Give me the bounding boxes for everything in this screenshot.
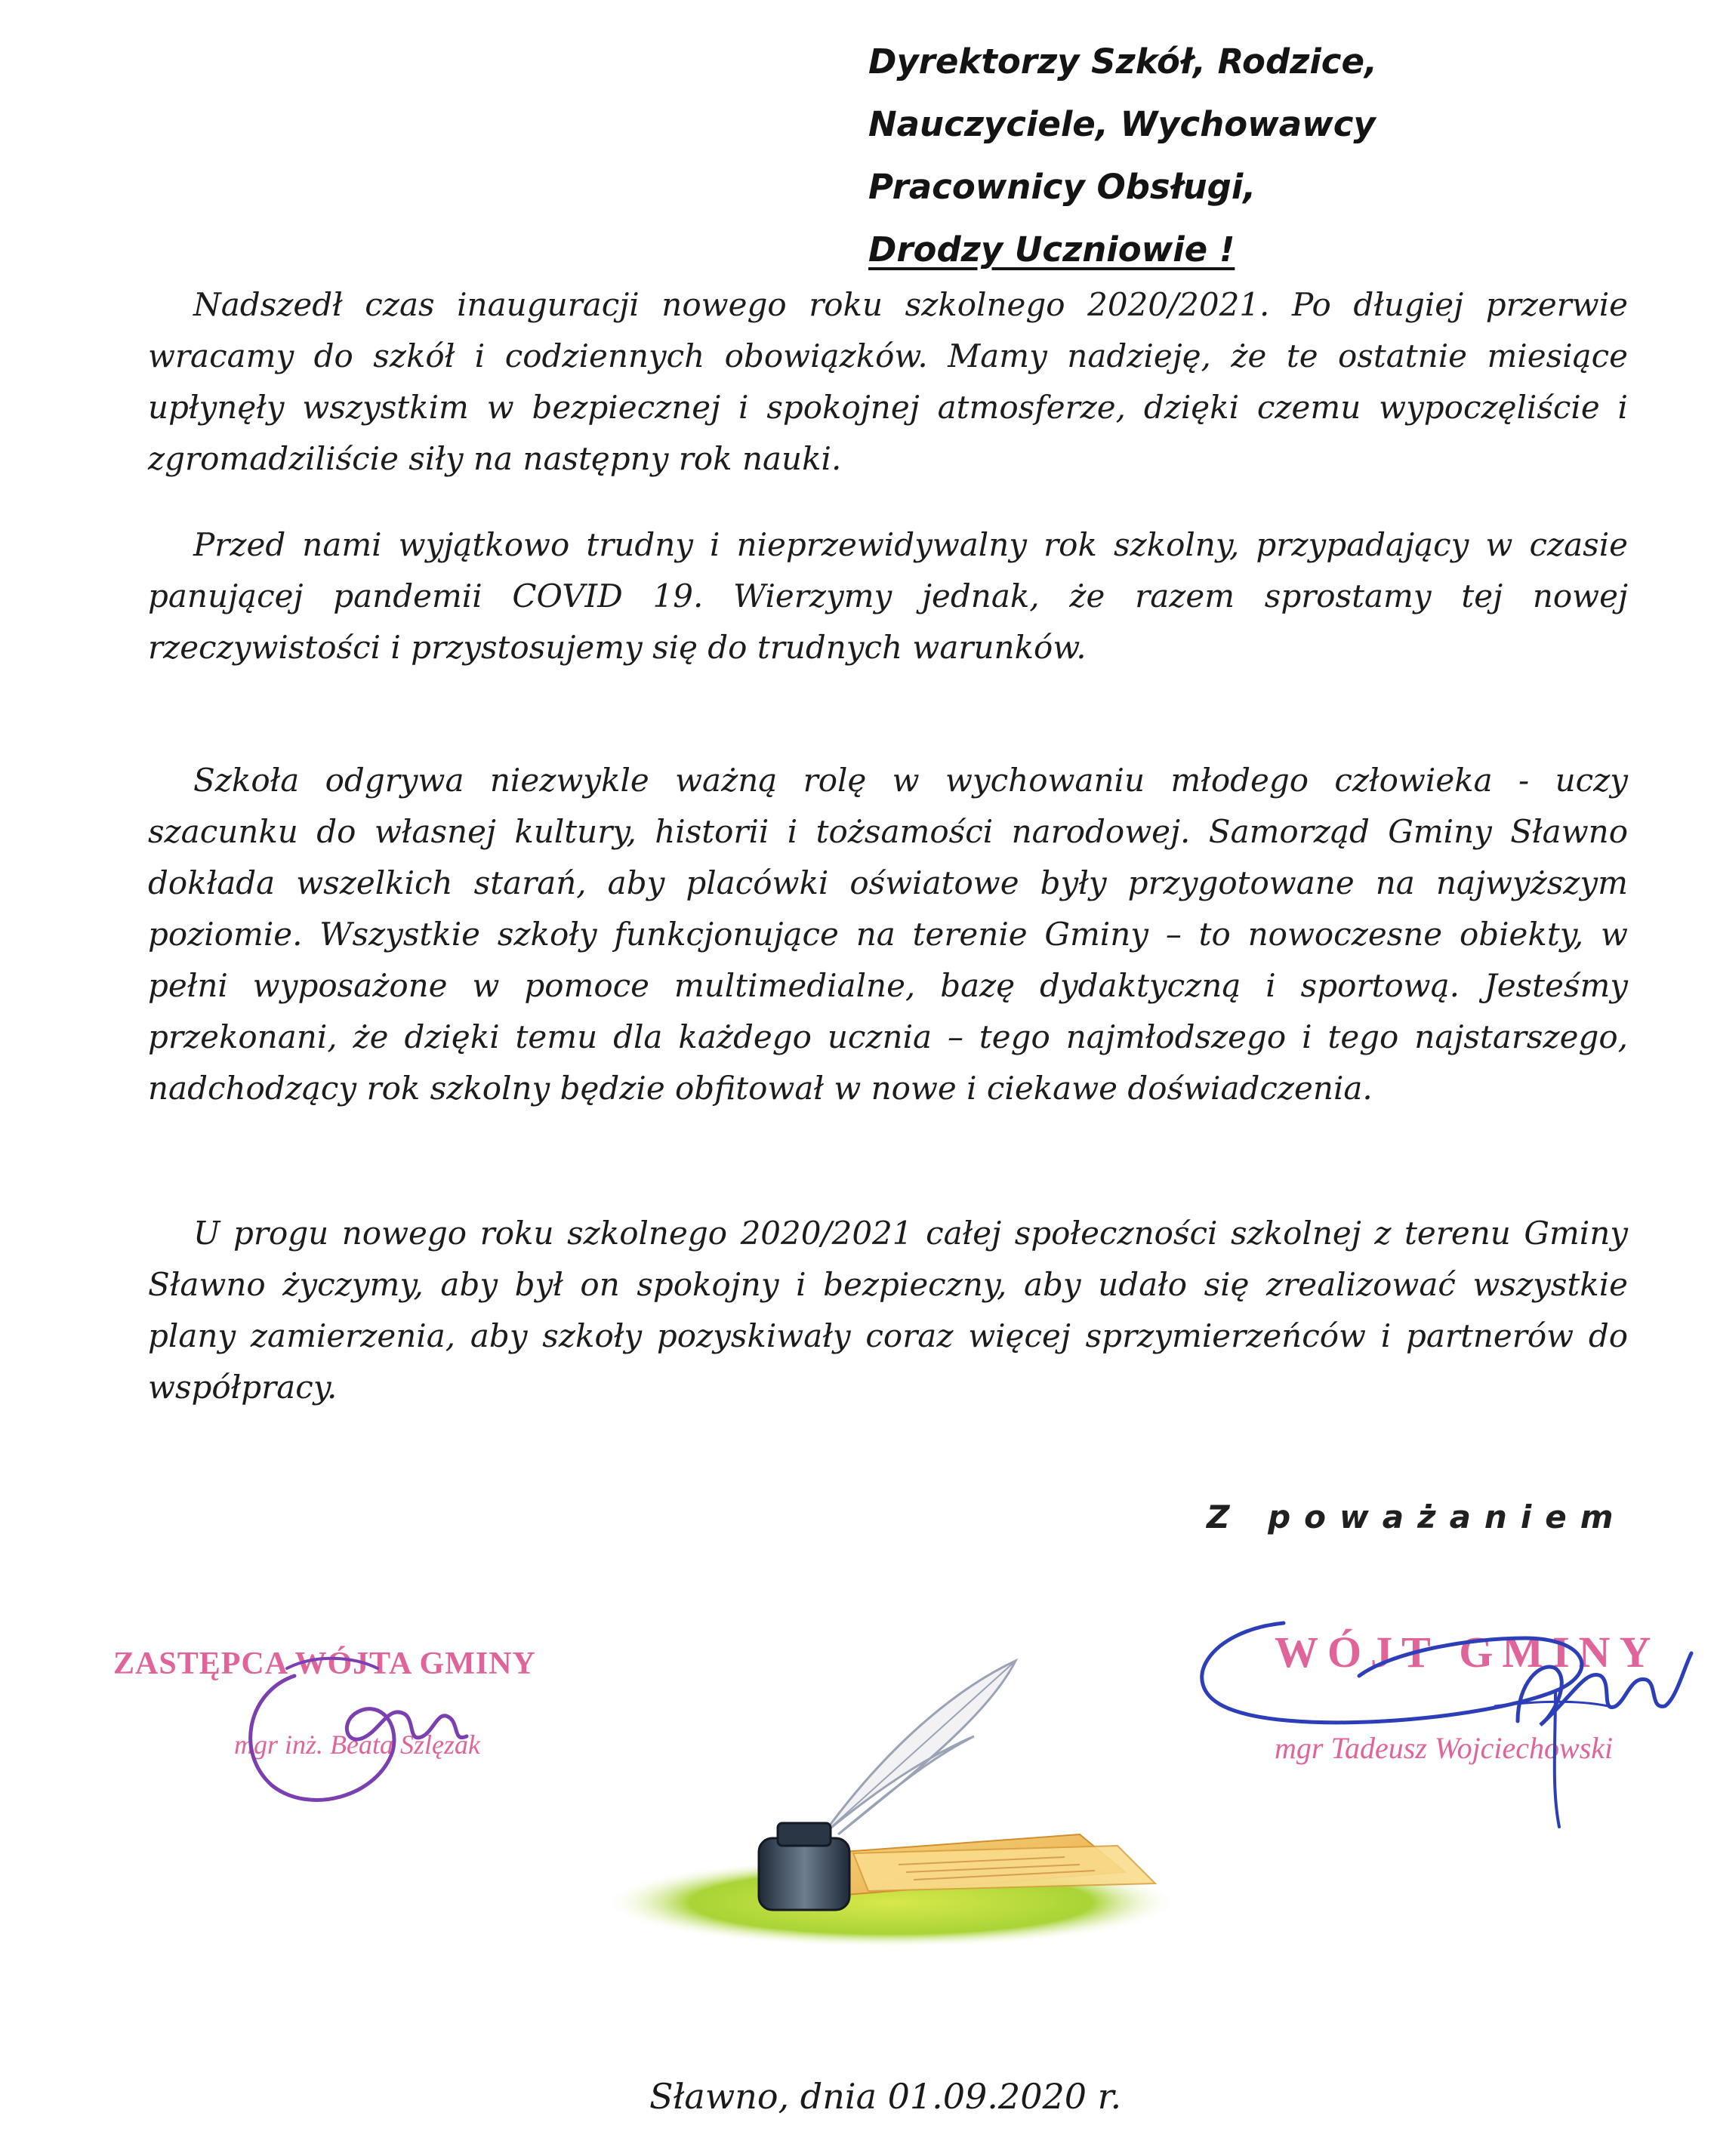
paragraph-2: Przed nami wyjątkowo trudny i nieprzewidywalny rok szkolny, przypadający w czasie panującej pandemii COVID 19. Wierzymy jednak, że razem sprostamy tej nowej rzeczywistości i przystosujemy się do trudnych warunków.: [148, 526, 1628, 666]
signature-left: [204, 1623, 521, 1819]
addressee-block: [868, 30, 1548, 281]
closing-salutation: Z poważaniem: [1207, 1498, 1627, 1535]
addressee-line-1: Dyrektorzy Szkół, Rodzice,: [868, 42, 1378, 82]
stamp-right-title: WÓJT GMINY: [1275, 1628, 1660, 1677]
signature-right: [1163, 1593, 1706, 1850]
stamp-left-title: ZASTĘPCA WÓJTA GMINY: [113, 1646, 536, 1681]
stamp-right-name: mgr Tadeusz Wojciechowski: [1275, 1731, 1614, 1765]
inkwell-quill-illustration: [597, 1646, 1185, 1948]
paragraph-1: Nadszedł czas inauguracji nowego roku szkolnego 2020/2021. Po długiej przerwie wracamy do szkół i codziennych obowiązków. Mamy nadzieję, że te ostatnie miesiące upłynęły wszystkim w bezpiecznej i spokojnej atmosferze, dzięki czemu wypoczęliście i zgromadziliście siły na następny rok nauki.: [148, 286, 1628, 477]
date-line: Sławno, dnia 01.09.2020 r.: [649, 2076, 1122, 2117]
paragraph-4: U progu nowego roku szkolnego 2020/2021 całej społeczności szkolnej z terenu Gminy Sławno życzymy, aby był on spokojny i bezpieczny, aby udało się zrealizować wszystkie plany zamierzenia, aby szkoły pozyskiwały coraz więcej sprzymierzeńców i partnerów do współpracy.: [148, 1215, 1628, 1406]
addressee-line-4: Drodzy Uczniowie !: [868, 229, 1235, 270]
addressee-line-3: Pracownicy Obsługi,: [868, 167, 1256, 207]
addressee-line-2: Nauczyciele, Wychowawcy: [868, 104, 1376, 144]
stamp-left-name: mgr inż. Beata Szlęzak: [234, 1729, 480, 1760]
paragraph-3: Szkoła odgrywa niezwykle ważną rolę w wychowaniu młodego człowieka - uczy szacunku do własnej kultury, historii i tożsamości narodowej. Samorząd Gminy Sławno dokłada wszelkich starań, aby placówki oświatowe były przygotowane na najwyższym poziomie. Wszystkie szkoły funkcjonujące na terenie Gminy – to nowoczesne obiekty, w pełni wyposażone w pomoce multimedialne, bazę dydaktyczną i sportową. Jesteśmy przekonani, że dzięki temu dla każdego ucznia – tego najmłodszego i tego najstarszego, nadchodzący rok szkolny będzie obfitował w nowe i ciekawe doświadczenia.: [148, 762, 1628, 1107]
